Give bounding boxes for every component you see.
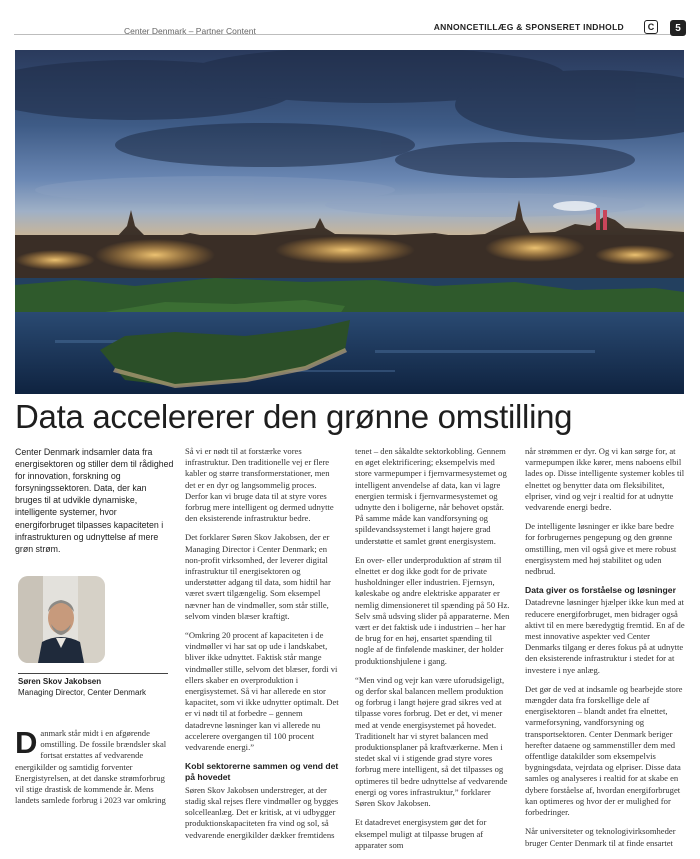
portrait-photo <box>18 576 105 663</box>
column-2-paragraph-3: Søren Skov Jakobsen understreger, at der stadig skal rejses flere vindmøller og bygges solcelleanlæg. Det er kritisk, at vi udbygger produktionskapaciteten fra vind og sol, så vedvarende energikilder dækker fremtidens <box>185 784 339 840</box>
header-rule <box>14 34 686 35</box>
column-1-paragraph: anmark står midt i en afgørende omstilling. De fossile brændsler skal fortsat erstattes af vedvarende energikilder og samtidig forventer Energistyrelsen, at det danske strømforbrug vil stige drastisk de kommende år. Mens landets samlede forbrug i 2023 var omkring <box>15 728 167 806</box>
column-2-quote: “Omkring 20 procent af kapaciteten i de vindmøller vi har sat op ude i landskabet, bliver ikke udnyttet. Faktisk står mange vindmøller stille, selvom det blæser, fordi vi ellers skaber en overproduktion i energisystemet. Så vi har allerede en stor kapacitet, som vi ikke udnytter optimalt. Det er vi nødt til at forbedre – gennem datadrevne løsninger kan vi allerede nu accelerere overgangen til 100 procent vedvarende energi.” <box>185 630 339 753</box>
center-denmark-logo: C <box>644 20 658 34</box>
hero-image-copenhagen <box>15 50 684 394</box>
column-3-paragraph-3: Et datadrevet energisystem gør det for eksempel muligt at tilpasse brugen af apparater som <box>355 817 487 850</box>
byline-rule <box>18 673 168 674</box>
page-header <box>14 14 686 40</box>
column-4-paragraph-3: Datadrevne løsninger hjælper ikke kun med at reducere energiforbruget, men bidrager også aktivt til en mere bæredygtig fremtid. En af de mest innovative aspekter ved Center Denmarks tilgang er deres fokus på at udnytte den eksisterende infrastruktur i stedet for at investere i nye anlæg. <box>525 597 685 675</box>
column-3-paragraph-1: tenet – den såkaldte sektorkobling. Gennem en øget elektrificering; eksempelvis med store varmepumper i fjernvarmesystemet og intelligent anvendelse af data, kan vi lagre energien termisk i fjernvarmesystemet og udnytte den i boligerne, når behovet opstår. På samme måde kan vandforsyning og spildevandssystemet i langt højere grad understøtte et samlet grønt energisystem. <box>355 446 507 546</box>
article-headline: Data accelererer den grønne omstilling <box>15 398 573 435</box>
column-4-paragraph-4: Det gør de ved at indsamle og bearbejde store mængder data fra forskellige dele af energisektoren – blandt andet fra elnettet, varmeforsyning, vandforsyning og transportsektoren. Center Denmark beriger herefter dataene og sammenstiller dem med offentlige datakilder som eksempelvis bygningsdata, vejrdata og elpriser. Disse data samles og analyseres i realtid for at skabe en dybere forståelse af, hvordan energiforbruget kan optimeres og hvor der er mulighed for forbedringer. <box>525 683 683 818</box>
column-4-paragraph-5: Når universiteter og teknologivirksomheder bruger Center Denmark til at finde ensartet <box>525 826 676 848</box>
column-2-paragraph-2: Det forklarer Søren Skov Jakobsen, der er Managing Director i Center Denmark; en non-profit virksomhed, der leverer digital infrastruktur til energisektoren og understøtter adgang til data, som hidtil har været svært tilgængelig. Som eksempel nævner han de vindmøller, som står stille, selvom vinden blæser kraftigt. <box>185 532 331 621</box>
column-4-paragraph-2: De intelligente løsninger er ikke bare bedre for forbrugernes pengepung og den grønne omstilling, men vil også give et mere robust energisystem med høj stabilitet og uden nedbrud. <box>525 521 677 577</box>
column-3-quote: “Men vind og vejr kan være uforudsigeligt, og derfor skal balancen mellem produktion og forbrug i langt højere grad sikres ved at tilpasse vores forbrug. Det er det, vi mener med at vende energisystemet på hovedet. Traditionelt har vi styret balancen med produktionsplaner på kraftværkerne. Men i stedet skal vi i stigende grad styre vores forbrug mere intelligent, så det tilpasses og optimeres til bedre udnyttelse af vedvarende energi og vores infrastruktur,” forklarer Søren Skov Jakobsen. <box>355 674 508 809</box>
column-3-paragraph-2: En over- eller underproduktion af strøm til elnettet er dog ikke godt for de private husholdninger eller industrien. Fjernsyn, køleskabe og andre elektriske apparater er nemlig dimensioneret til spænding på 50 Hz. Selv små udsving slider på apparaterne. Men vært er det faktisk ude i industrien – her har de brug for en høj, ensartet spænding til nogle af de finfølende maskiner, der holder produktionshjulene i gang. <box>355 554 510 666</box>
column-2-subheading: Kobl sektorerne sammen og vend det på hovedet <box>185 761 339 783</box>
page-number: 5 <box>670 20 686 36</box>
byline-title: Managing Director, Center Denmark <box>18 688 147 697</box>
column-4-paragraph-1: når strømmen er dyr. Og vi kan sørge for, at varmepumpen ikke kører, mens naboens elbil lades op. Disse intelligente systemer kobles til elnettet og benytter data om fleksibilitet, elpriser, vind og vejr i realtid for at udnytte vedvarende energi bedre. <box>525 446 685 513</box>
drop-cap: D <box>15 725 38 760</box>
column-2 <box>185 446 340 849</box>
byline-name: Søren Skov Jakobsen <box>18 677 102 686</box>
publication-label: Center Denmark – Partner Content <box>124 26 256 36</box>
column-4 <box>525 446 685 857</box>
column-4-subheading: Data giver os forståelse og løsninger <box>525 585 676 596</box>
column-3 <box>355 446 510 859</box>
advert-label: ANNONCETILLÆG & SPONSERET INDHOLD <box>433 22 624 32</box>
column-2-paragraph-1: Så vi er nødt til at forstærke vores infrastruktur. Den traditionelle vej er flere kabler og større transformerstationer, men det er en dyr og langsommelig proces. Derfor kan vi bruge data til at styre vores forbrug mere intelligent og dermed udnytte den eksisterende infrastruktur bedre. <box>185 446 334 524</box>
column-1-body <box>15 725 170 806</box>
article-lead: Center Denmark indsamler data fra energisektoren og stiller dem til rådighed for innovation, forskning og forsyningssektoren. Data, der kan bruges til at udvikle dynamiske, intelligente systemer, hvor energiforbruget tilpasses kapaciteten i infrastrukturen og udnyttelse af mere grøn strøm. <box>15 447 174 554</box>
